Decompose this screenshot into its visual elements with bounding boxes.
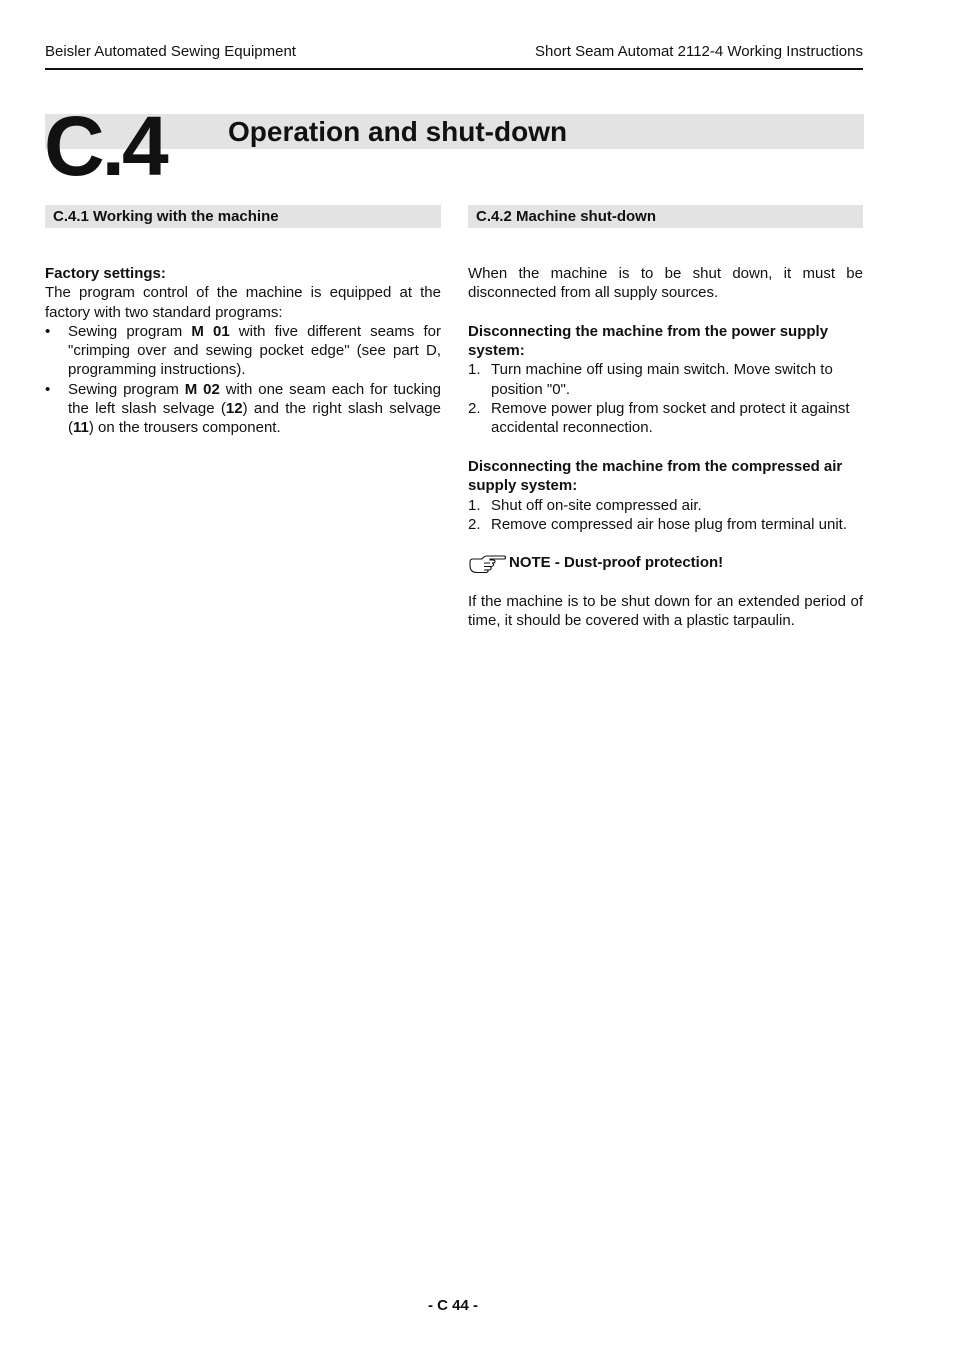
step-number: 1. <box>468 361 481 379</box>
note-line <box>468 553 863 572</box>
factory-settings-heading: Factory settings: <box>45 265 166 282</box>
list-item <box>468 360 863 399</box>
note-label: NOTE - Dust-proof protection! <box>509 554 724 572</box>
air-disconnect-heading: Disconnecting the machine from the compressed air supply system: <box>468 457 843 495</box>
page-header-right: Short Seam Automat 2112-4 Working Instructions <box>535 43 863 60</box>
step-text: Remove power plug from socket and protect it against accidental reconnection. <box>491 400 850 437</box>
header-rule <box>45 68 863 70</box>
list-item <box>45 322 441 380</box>
bullet-text: Sewing program M 02 with one seam each for tucking the left slash selvage (12) and the right slash selvage (11) on the trousers component. <box>68 380 441 437</box>
section-heading-c41: C.4.1 Working with the machine <box>45 205 441 228</box>
step-text: Turn machine off using main switch. Move switch to position "0". <box>491 361 833 398</box>
chapter-title: Operation and shut-down <box>228 116 568 147</box>
bullet-marker: • <box>45 322 51 340</box>
list-item <box>468 496 863 515</box>
step-number: 2. <box>468 515 481 533</box>
list-item <box>45 380 441 438</box>
note-text: If the machine is to be shut down for an extended period of time, it should be covered with a plastic tarpaulin. <box>468 593 863 630</box>
step-number: 1. <box>468 496 481 514</box>
factory-settings-intro: The program control of the machine is equipped at the factory with two standard programs: <box>45 284 441 321</box>
left-column <box>45 264 441 438</box>
step-text: Remove compressed air hose plug from terminal unit. <box>491 515 847 533</box>
power-disconnect-heading: Disconnecting the machine from the power supply system: <box>468 322 829 360</box>
page-number: - C 44 - <box>427 1297 478 1314</box>
step-text: Shut off on-site compressed air. <box>491 496 702 514</box>
list-item <box>468 515 863 534</box>
list-item <box>468 399 863 438</box>
pointing-hand-icon <box>468 554 506 573</box>
shutdown-intro: When the machine is to be shut down, it must be disconnected from all supply sources. <box>468 265 863 302</box>
page-header-left: Beisler Automated Sewing Equipment <box>45 43 296 60</box>
step-number: 2. <box>468 400 481 418</box>
bullet-marker: • <box>45 380 51 398</box>
right-column <box>468 264 863 631</box>
section-heading-c42: C.4.2 Machine shut-down <box>468 205 863 228</box>
chapter-number: C.4 <box>44 99 166 193</box>
bullet-text: Sewing program M 01 with five different seams for "crimping over and sewing pocket edge" (see part D, programming instructions). <box>68 322 442 379</box>
